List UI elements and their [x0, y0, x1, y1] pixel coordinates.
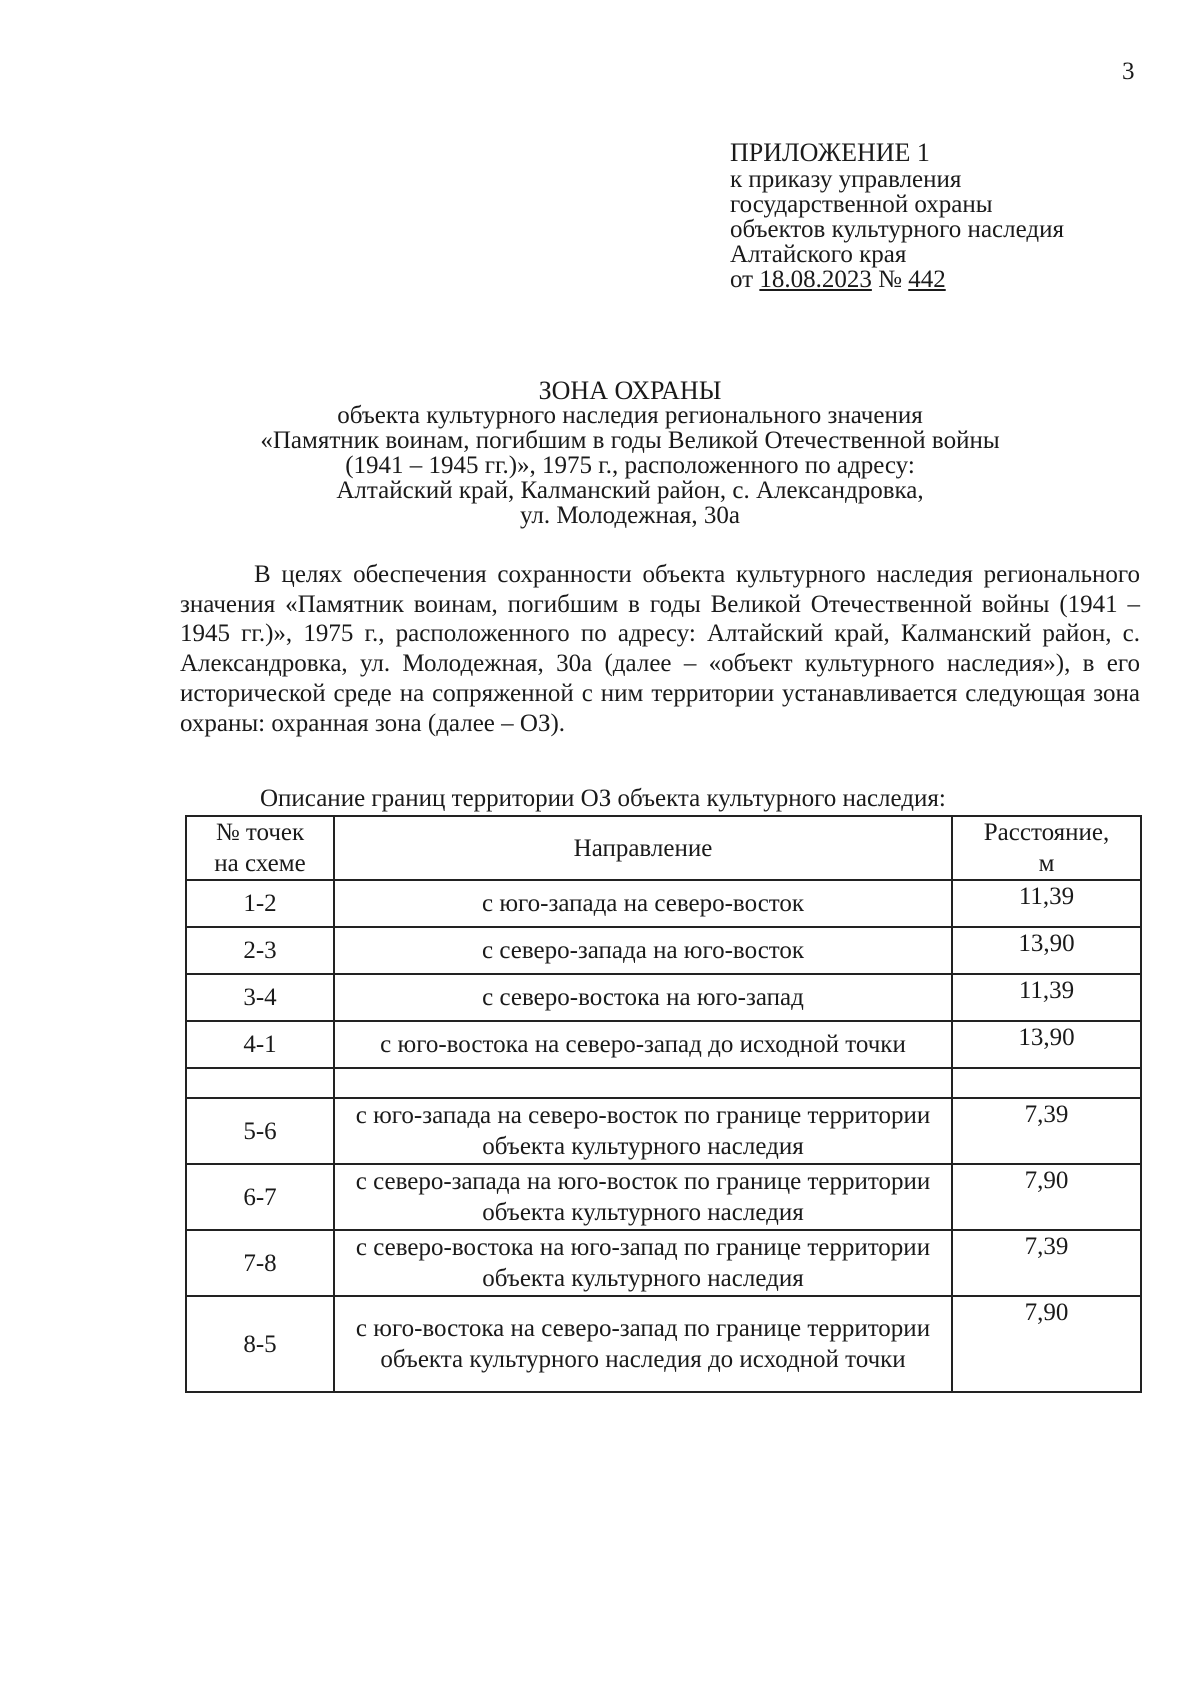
cell-distance: 13,90 — [952, 927, 1141, 974]
table-caption: Описание границ территории ОЗ объекта культурного наследия: — [260, 785, 946, 812]
appendix-heading: ПРИЛОЖЕНИЕ 1 — [730, 138, 930, 167]
header-points — [186, 816, 334, 880]
cell-distance: 11,39 — [952, 880, 1141, 927]
cell-direction: с северо-запада на юго-восток — [334, 927, 952, 974]
table-row — [186, 974, 1141, 1021]
empty-cell — [186, 1068, 334, 1098]
cell-distance: 7,39 — [952, 1230, 1141, 1296]
cell-distance: 7,90 — [952, 1164, 1141, 1230]
empty-separator-row — [186, 1068, 1141, 1098]
header-distance — [952, 816, 1141, 880]
cell-points: 3-4 — [186, 974, 334, 1021]
order-number: 442 — [908, 266, 946, 293]
cell-distance: 7,39 — [952, 1098, 1141, 1164]
cell-points: 7-8 — [186, 1230, 334, 1296]
cell-points: 2-3 — [186, 927, 334, 974]
table-row — [186, 1021, 1141, 1068]
empty-cell — [952, 1068, 1141, 1098]
appendix-line: к приказу управления — [730, 166, 962, 193]
cell-distance: 13,90 — [952, 1021, 1141, 1068]
table-row — [186, 1296, 1141, 1392]
header-direction: Направление — [334, 816, 952, 880]
cell-direction: с юго-запада на северо-восток по границе территории объекта культурного наследия — [334, 1098, 952, 1164]
appendix-date-line — [730, 267, 1064, 292]
title-line: ул. Молодежная, 30а — [519, 502, 741, 529]
body-paragraph: В целях обеспечения сохранности объекта культурного наследия регионального значения «Памятник воинам, погибшим в годы Великой Отечественной войны (1941 – 1945 гг.)», 1975 г., расположенного по адресу: Алтайский край, Калманский район, с. Александровка, ул. Молодежная, 30а (далее – «объект культурного наследия»), в его исторической среде на сопряженной с ним территории устанавливается следующая зона охраны: охранная зона (далее – ОЗ). — [180, 561, 1140, 737]
cell-direction: с юго-востока на северо-запад до исходной точки — [334, 1021, 952, 1068]
title-main: ЗОНА ОХРАНЫ — [538, 376, 722, 405]
cell-points: 8-5 — [186, 1296, 334, 1392]
cell-distance: 11,39 — [952, 974, 1141, 1021]
appendix-line: государственной охраны — [730, 191, 993, 218]
boundaries-table — [185, 815, 1142, 1393]
table-row — [186, 880, 1141, 927]
cell-points: 1-2 — [186, 880, 334, 927]
empty-cell — [334, 1068, 952, 1098]
title-line: объекта культурного наследия регионального значения — [337, 402, 923, 429]
cell-points: 6-7 — [186, 1164, 334, 1230]
title-line: Алтайский край, Калманский район, с. Александровка, — [336, 477, 924, 504]
date-prefix: от — [730, 266, 760, 293]
cell-points: 5-6 — [186, 1098, 334, 1164]
header-points-line: на схеме — [214, 850, 306, 877]
document-title — [180, 378, 1080, 528]
number-prefix: № — [871, 266, 909, 293]
header-distance-line: Расстояние, — [983, 819, 1110, 846]
table-row — [186, 1098, 1141, 1164]
cell-points: 4-1 — [186, 1021, 334, 1068]
title-line: (1941 – 1945 гг.)», 1975 г., расположенного по адресу: — [345, 452, 915, 479]
header-distance-line: м — [1038, 850, 1055, 877]
table-row — [186, 927, 1141, 974]
appendix-line: Алтайского края — [730, 241, 907, 268]
table-row — [186, 1164, 1141, 1230]
page-number: 3 — [1122, 58, 1135, 85]
cell-direction: с северо-востока на юго-запад по границе территории объекта культурного наследия — [334, 1230, 952, 1296]
appendix-line: объектов культурного наследия — [730, 216, 1064, 243]
table-row — [186, 1230, 1141, 1296]
table-header-row — [186, 816, 1141, 880]
cell-direction: с юго-запада на северо-восток — [334, 880, 952, 927]
cell-direction: с северо-запада на юго-восток по границе территории объекта культурного наследия — [334, 1164, 952, 1230]
title-line: «Памятник воинам, погибшим в годы Великой Отечественной войны — [260, 427, 1000, 454]
order-date: 18.08.2023 — [759, 266, 872, 293]
header-points-line: № точек — [215, 819, 305, 846]
cell-direction: с северо-востока на юго-запад — [334, 974, 952, 1021]
appendix-block — [730, 140, 1064, 292]
cell-direction: с юго-востока на северо-запад по границе территории объекта культурного наследия до исходной точки — [334, 1296, 952, 1392]
cell-distance: 7,90 — [952, 1296, 1141, 1392]
